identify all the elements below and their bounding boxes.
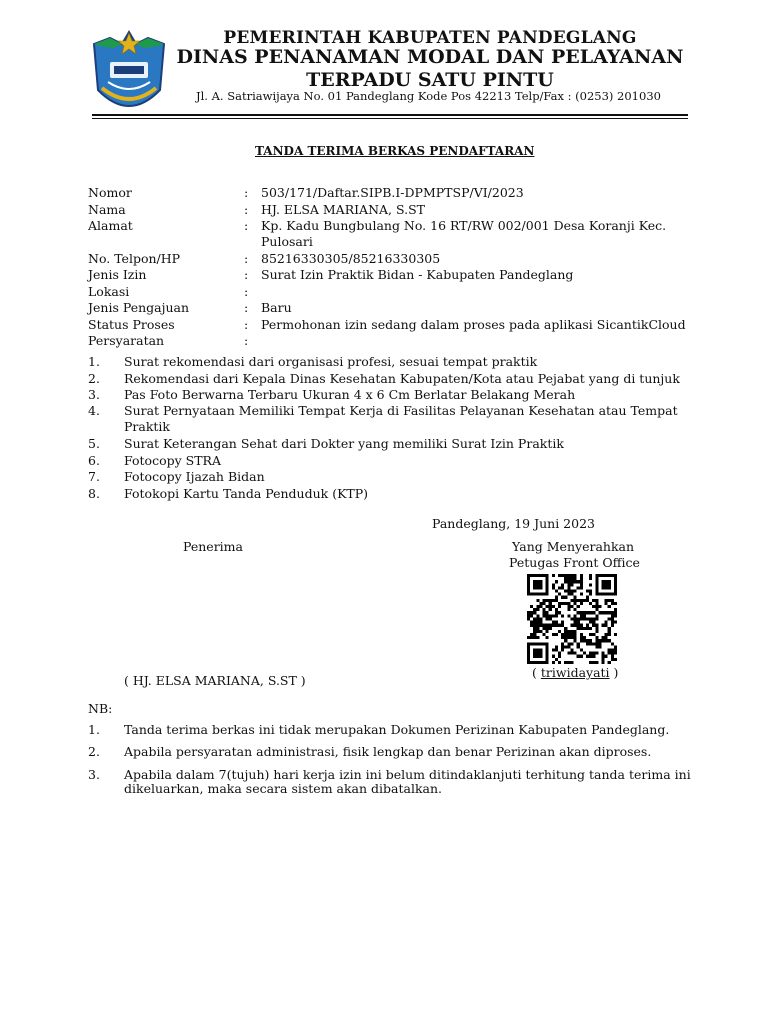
header-address: Jl. A. Satriawijaya No. 01 Pandeglang Kode Pos 42213 Telp/Fax : (0253) 201030 <box>196 89 661 103</box>
giver-label: Yang Menyerahkan <box>512 539 635 554</box>
field-label-persyaratan: Persyaratan <box>88 333 165 348</box>
field-label-telpon: No. Telpon/HP <box>88 251 181 266</box>
list-item: Pas Foto Berwarna Terbaru Ukuran 4 x 6 Cm Berlatar Belakang Merah <box>124 387 576 402</box>
field-value-alamat-cont: Pulosari <box>261 234 313 249</box>
list-item: Surat rekomendasi dari organisasi profesi, sesuai tempat praktik <box>124 354 538 369</box>
field-colon: : <box>244 218 249 233</box>
note-item: Apabila dalam 7(tujuh) hari kerja izin ini belum ditindaklanjuti terhitung tanda terima ini <box>124 767 691 782</box>
officer-signature <box>532 665 618 680</box>
field-label-jenis-izin: Jenis Izin <box>88 267 147 282</box>
field-colon: : <box>244 267 249 282</box>
list-item-number: 5. <box>88 436 100 451</box>
field-label-lokasi: Lokasi <box>88 284 130 299</box>
note-item: Apabila persyaratan administrasi, fisik lengkap dan benar Perizinan akan diproses. <box>124 744 652 759</box>
officer-paren-close: ) <box>613 665 619 680</box>
field-label-nomor: Nomor <box>88 185 132 200</box>
list-item: Fotocopy Ijazah Bidan <box>124 469 265 484</box>
note-number: 2. <box>88 744 100 759</box>
list-item-number: 6. <box>88 453 100 468</box>
officer-paren-open: ( <box>532 665 537 680</box>
field-value-status: Permohonan izin sedang dalam proses pada aplikasi SicantikCloud <box>261 317 686 332</box>
notes-label: NB: <box>88 701 113 716</box>
qr-code <box>527 574 617 664</box>
list-item: Fotokopi Kartu Tanda Penduduk (KTP) <box>124 486 369 501</box>
field-value-telpon: 85216330305/85216330305 <box>261 251 441 266</box>
place-date: Pandeglang, 19 Juni 2023 <box>432 516 595 531</box>
field-colon: : <box>244 284 249 299</box>
field-colon: : <box>244 185 249 200</box>
note-item-cont: dikeluarkan, maka secara sistem akan dibatalkan. <box>124 781 442 796</box>
field-colon: : <box>244 251 249 266</box>
list-item-number: 2. <box>88 371 100 386</box>
list-item-cont: Praktik <box>124 419 171 434</box>
field-colon: : <box>244 333 249 348</box>
field-value-nama: HJ. ELSA MARIANA, S.ST <box>261 202 425 217</box>
receiver-label: Penerima <box>183 539 243 554</box>
field-value-jenis-pengajuan: Baru <box>261 300 292 315</box>
document-title: TANDA TERIMA BERKAS PENDAFTARAN <box>255 144 535 158</box>
list-item: Rekomendasi dari Kepala Dinas Kesehatan Kabupaten/Kota atau Pejabat yang di tunjuk <box>124 371 680 386</box>
note-number: 1. <box>88 722 100 737</box>
receiver-name: ( HJ. ELSA MARIANA, S.ST ) <box>124 673 306 688</box>
field-value-alamat: Kp. Kadu Bungbulang No. 16 RT/RW 002/001 Desa Koranji Kec. <box>261 218 667 233</box>
field-label-alamat: Alamat <box>88 218 133 233</box>
header-agency-cont: TERPADU SATU PINTU <box>306 69 554 91</box>
field-label-nama: Nama <box>88 202 126 217</box>
list-item: Surat Pernyataan Memiliki Tempat Kerja di Fasilitas Pelayanan Kesehatan atau Tempat <box>124 403 678 418</box>
field-value-nomor: 503/171/Daftar.SIPB.I-DPMPTSP/VI/2023 <box>261 185 524 200</box>
field-value-jenis-izin: Surat Izin Praktik Bidan - Kabupaten Pandeglang <box>261 267 574 282</box>
field-colon: : <box>244 202 249 217</box>
header-agency: DINAS PENANAMAN MODAL DAN PELAYANAN <box>176 46 684 68</box>
list-item-number: 1. <box>88 354 100 369</box>
field-colon: : <box>244 317 249 332</box>
header-government: PEMERINTAH KABUPATEN PANDEGLANG <box>223 28 637 48</box>
field-label-status: Status Proses <box>88 317 175 332</box>
list-item-number: 3. <box>88 387 100 402</box>
list-item: Fotocopy STRA <box>124 453 221 468</box>
note-number: 3. <box>88 767 100 782</box>
list-item-number: 7. <box>88 469 100 484</box>
field-colon: : <box>244 300 249 315</box>
note-item: Tanda terima berkas ini tidak merupakan Dokumen Perizinan Kabupaten Pandeglang. <box>124 722 670 737</box>
officer-name: triwidayati <box>540 665 610 680</box>
list-item: Surat Keterangan Sehat dari Dokter yang memiliki Surat Izin Praktik <box>124 436 564 451</box>
list-item-number: 8. <box>88 486 100 501</box>
list-item-number: 4. <box>88 403 100 418</box>
field-label-jenis-pengajuan: Jenis Pengajuan <box>88 300 190 315</box>
header-divider <box>92 114 688 116</box>
giver-role: Petugas Front Office <box>509 555 640 570</box>
header-divider-thin <box>92 118 688 119</box>
